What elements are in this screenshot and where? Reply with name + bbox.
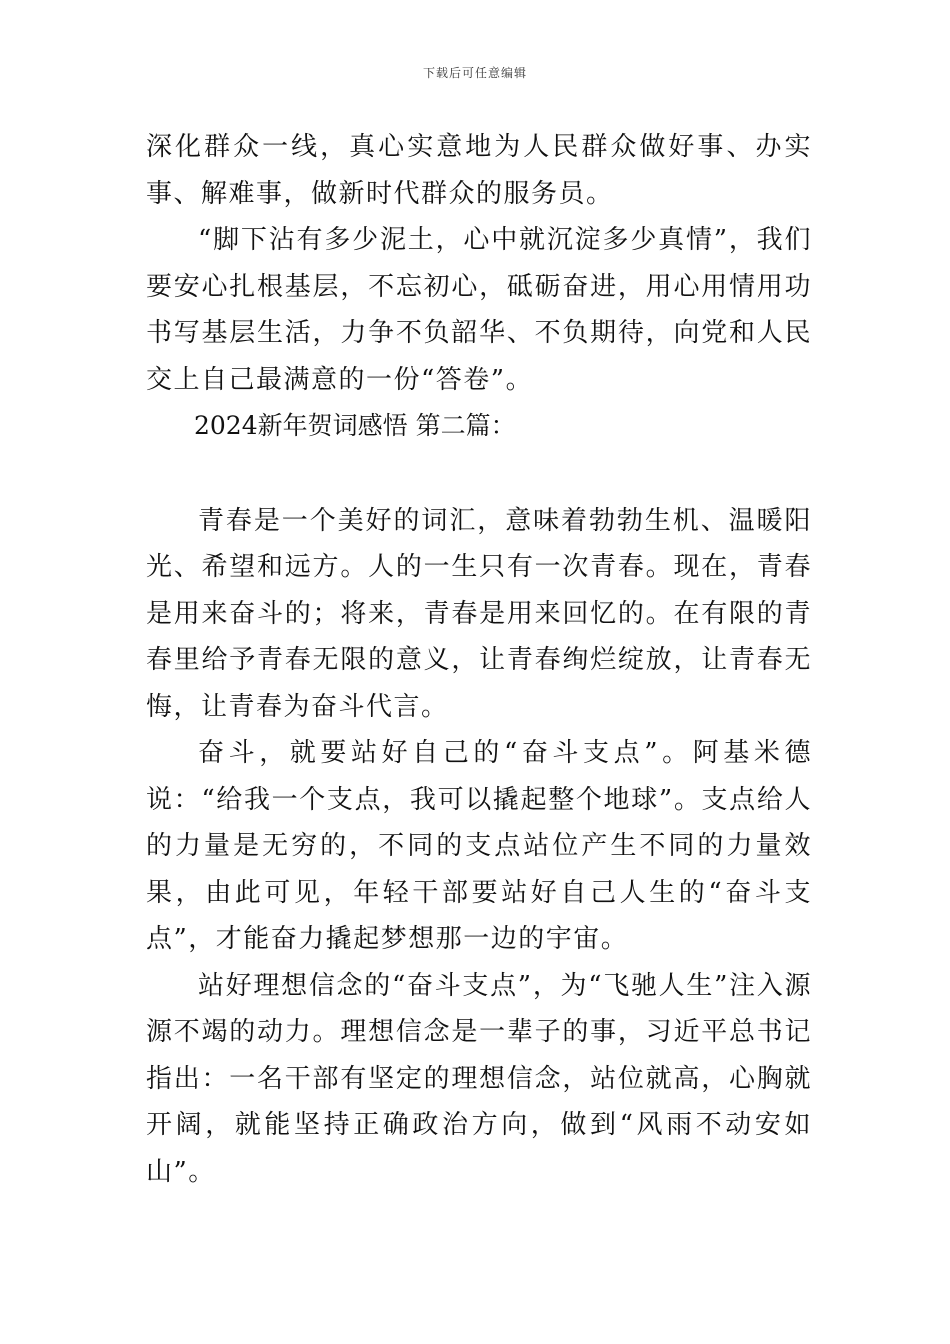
paragraph-1: 深化群众一线，真心实意地为人民群众做好事、办实事、解难事，做新时代群众的服务员。 xyxy=(146,132,812,209)
paragraph-5: 站好理想信念的“奋斗支点”，为“飞驰人生”注入源源不竭的动力。理想信念是一辈子的事，习近平总书记指出：一名干部有坚定的理想信念，站位就高，心胸就开阔，就能坚持正确政治方向，做到“风雨不动安如山”。 xyxy=(146,970,812,1187)
paragraph-3: 青春是一个美好的词汇，意味着勃勃生机、温暖阳光、希望和远方。人的一生只有一次青春。现在，青春是用来奋斗的；将来，青春是用来回忆的。在有限的青春里给予青春无限的意义，让青春绚烂绽放，让青春无悔，让青春为奋斗代言。 xyxy=(146,505,812,722)
document-body xyxy=(146,124,812,1195)
section-heading: 2024新年贺词感悟 第二篇： xyxy=(194,411,516,440)
paragraph-4: 奋斗，就要站好自己的“奋斗支点”。阿基米德说：“给我一个支点，我可以撬起整个地球”。支点给人的力量是无穷的，不同的支点站位产生不同的力量效果，由此可见，年轻干部要站好自己人生的“奋斗支点”，才能奋力撬起梦想那一边的宇宙。 xyxy=(146,738,812,954)
section-spacer xyxy=(146,450,812,498)
page-header: 下载后可任意编辑 xyxy=(422,66,527,80)
paragraph-2: “脚下沾有多少泥土，心中就沉淀多少真情”，我们要安心扎根基层，不忘初心，砥砺奋进，用心用情用功书写基层生活，力争不负韶华、不负期待，向党和人民交上自己最满意的一份“答卷”。 xyxy=(146,225,812,395)
